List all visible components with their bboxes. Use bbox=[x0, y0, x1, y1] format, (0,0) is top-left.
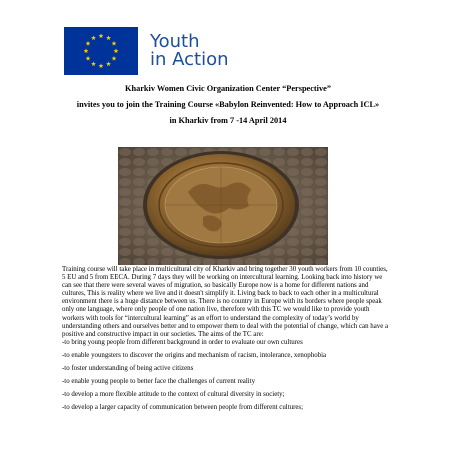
bronze-globe-photo bbox=[118, 147, 328, 265]
logo-line-2: in Action bbox=[150, 49, 229, 70]
invitation-heading: invites you to join the Training Course «Babylon Reinvented: How to Approach ICL» bbox=[76, 100, 380, 109]
eu-star-icon bbox=[84, 48, 89, 53]
intro-paragraph: Training course will take place in multicultural city of Kharkiv and bring together 30 youth workers from 10 counties, 5 EU and 5 from EECA. During 7 days they will be working on intercultural learning. Looking back into history we can see that there were several waves of migration, so basically Europe now is a home for different nations and cultures, This is reality where we live and it doesn't simplify it. Living back to back to each other in a multicultural environment there is a huge distance between us. There is no country in Europe with its borders where people speak only one language, where only people of one nation live, therefore with this TC we would like to provide youth workers with tools for “intercultural learning” as an effort to understand the complexity of today’s world by understanding others and ourselves better and to empower them to deal with the potential of change, which can have a positive and constructive impact in our societies. The aims of the TC are: bbox=[62, 266, 389, 338]
logo-wordmark bbox=[150, 33, 229, 69]
youth-in-action-logo bbox=[64, 27, 229, 75]
aim-item: -to enable young people to better face the challenges of current reality bbox=[62, 378, 256, 386]
eu-star-icon bbox=[91, 35, 96, 40]
aim-item: -to bring young people from different background in order to evaluate our own cultures bbox=[62, 338, 303, 346]
eu-star-icon bbox=[91, 61, 96, 66]
aim-item: -to foster understanding of being active citizens bbox=[62, 365, 194, 373]
organizer-heading: Kharkiv Women Civic Organization Center “Perspective” bbox=[125, 84, 331, 93]
eu-flag-icon bbox=[64, 27, 138, 75]
eu-star-icon bbox=[106, 35, 111, 40]
course-description bbox=[62, 266, 392, 417]
eu-star-icon bbox=[86, 56, 91, 61]
eu-star-icon bbox=[86, 41, 91, 46]
eu-star-icon bbox=[114, 48, 119, 53]
aims-list bbox=[62, 339, 392, 413]
aim-item: -to develop a more flexible attitude to the context of cultural diversity in society; bbox=[62, 391, 285, 399]
eu-star-icon bbox=[106, 61, 111, 66]
aim-item: -to enable youngsters to discover the origins and mechanism of racism, intolerance, xenophobia bbox=[62, 351, 327, 359]
eu-star-icon bbox=[99, 33, 104, 38]
eu-star-icon bbox=[112, 41, 117, 46]
logo-line-1: Youth bbox=[150, 31, 200, 52]
aim-item: -to develop a larger capacity of communication between people from different cultures; bbox=[62, 404, 304, 412]
date-location-heading: in Kharkiv from 7 -14 April 2014 bbox=[169, 116, 287, 125]
invitation-header bbox=[60, 83, 396, 131]
eu-star-icon bbox=[99, 63, 104, 68]
eu-star-icon bbox=[112, 56, 117, 61]
